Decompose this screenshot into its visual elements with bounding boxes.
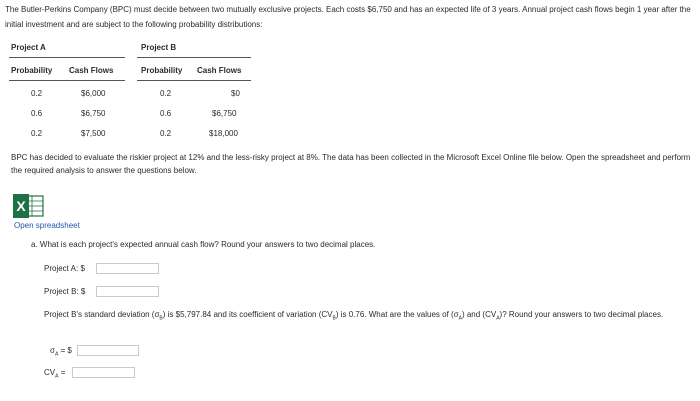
excel-icon[interactable] xyxy=(12,194,44,218)
problem-intro: The Butler-Perkins Company (BPC) must decide between two mutually exclusive projects. Each costs $6,750 and has an expected life of 3 years. Annual project cash flows begin 1 year after the initial investment and are subject to the following probability distributions: xyxy=(5,5,691,29)
project-a-answer-label: Project A: $ xyxy=(44,264,85,273)
project-a-cf-2: $6,750 xyxy=(81,109,106,118)
project-a-title: Project A xyxy=(11,43,46,52)
svg-text:X: X xyxy=(16,198,26,214)
project-a-top-rule xyxy=(9,57,125,58)
project-a-cf-3: $7,500 xyxy=(81,129,106,138)
project-b-top-rule xyxy=(137,57,251,58)
sigma-a-input[interactable] xyxy=(77,345,139,356)
cv-a-input[interactable] xyxy=(72,367,135,378)
project-a-prob-1: 0.2 xyxy=(31,89,43,98)
project-a-prob-2: 0.6 xyxy=(31,109,43,118)
question-a: a. What is each project's expected annual cash flow? Round your answers to two decimal places. xyxy=(31,240,376,249)
project-b-header-rule xyxy=(137,80,251,81)
project-b-prob-1: 0.2 xyxy=(160,89,172,98)
project-b-cf-2: $6,750 xyxy=(212,109,237,118)
project-a-header-rule xyxy=(9,80,125,81)
project-b-title: Project B xyxy=(141,43,177,52)
project-b-answer-input[interactable] xyxy=(96,286,159,297)
project-b-probability-header: Probability xyxy=(141,66,183,75)
project-a-probability-header: Probability xyxy=(11,66,53,75)
analysis-instructions: BPC has decided to evaluate the riskier project at 12% and the less-risky project at 8%. The data has been collected in the Microsoft Excel Online file below. Open the spreadsheet and perform the required analysis to answer the questions below. xyxy=(11,153,691,175)
project-b-cf-3: $18,000 xyxy=(209,129,238,138)
project-b-prob-2: 0.6 xyxy=(160,109,172,118)
project-b-cf-1: $0 xyxy=(231,89,240,98)
project-a-cf-1: $6,000 xyxy=(81,89,106,98)
project-a-prob-3: 0.2 xyxy=(31,129,43,138)
question-b: Project B's standard deviation $(\sigma_B)$ is $5,797.84 and its coefficient of variation $(CV_B)$ is 0.76. What are the values of $(\sigma_A)$ and $(CV_A)$? Round your answers to two decimal places. xyxy=(44,310,664,322)
project-b-cashflow-header: Cash Flows xyxy=(197,66,242,75)
project-a-answer-input[interactable] xyxy=(96,263,159,274)
cv-a-label: $CV_A$ = xyxy=(44,368,66,380)
project-b-prob-3: 0.2 xyxy=(160,129,172,138)
project-a-cashflow-header: Cash Flows xyxy=(69,66,114,75)
project-b-answer-label: Project B: $ xyxy=(44,287,86,296)
sigma-a-label: $\sigma_A$ = $ xyxy=(50,346,72,358)
open-spreadsheet-link[interactable]: Open spreadsheet xyxy=(14,221,80,230)
